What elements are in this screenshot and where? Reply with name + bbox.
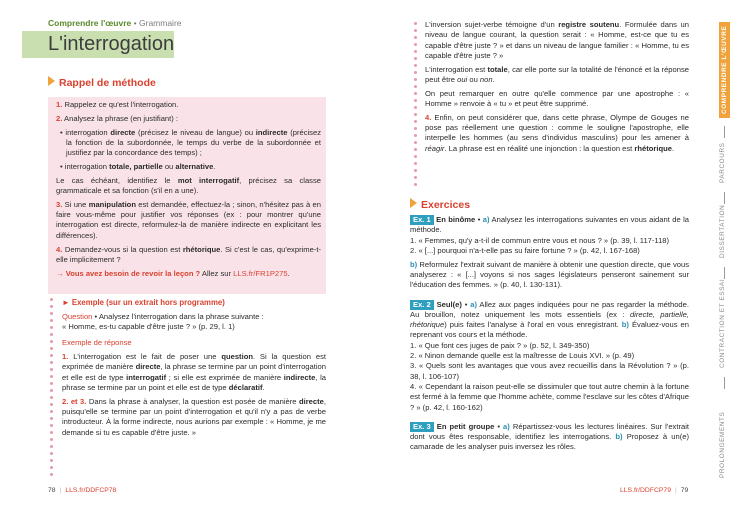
ex3-intro: Ex. 3 En petit groupe • a) Répartissez-vous les lectures linéaires. Sur l'extrait dont vous êtes responsable, identifiez les interrogations. b) Proposez à un(e) camarade de les analyser puis inversez les rôles. (410, 421, 690, 452)
right-p3: On peut remarquer en outre qu'elle commence par une apostrophe : « Homme » renvoie à « tu » et peut être supprimé. (425, 88, 689, 109)
rappel-bullet-1: • interrogation directe (précisez le niveau de langue) ou indirecte (précisez la fonction de la subordonnée, le temps du verbe de la subordonnée et justifiez par la concordance des temps) ; (60, 127, 322, 158)
ex1-item-1: 1. « Femmes, qu'y a-t-il de commun entre vous et nous ? » (p. 39, l. 117-118) (410, 235, 670, 245)
sidebar-item-contraction[interactable]: CONTRACTION ET ESSAI (719, 278, 726, 368)
chapter-sidebar (715, 0, 737, 510)
ex1-item-2: 2. « [...] pourquoi n'a-t-elle pas su faire fortune ? » (p. 42, l. 167-168) (410, 245, 640, 255)
rappel-p3: Le cas échéant, identifiez le mot interrogatif, précisez sa classe grammaticale et sa fonction (s'il en a une). (56, 175, 321, 196)
rappel-p1: 1. Rappelez ce qu'est l'interrogation. (56, 100, 179, 109)
example-answer-2: 2. et 3. Dans la phrase à analyser, la question est posée de manière directe, puisqu'elle se termine par un point d'interrogation et qu'il n'y a pas de verbe introducteur. À la forme indirecte, nous aurions par exemple : « Homme, je me demande si tu es capable d'être juste. » (62, 396, 326, 437)
footer-link-left[interactable]: LLS.fr/DDFCP78 (65, 487, 117, 494)
page-number-left: 78 (48, 487, 56, 494)
footer-link-right[interactable]: LLS.fr/DDFCP79 (620, 487, 671, 494)
kicker-sep: • (133, 18, 137, 28)
ex1-b: b) Reformulez l'extrait suivant de manière à obtenir une question directe, que vous analyserez : « [...] voyons si nos sages législateurs penseront sainement sur l'éducation des femmes. » (p. 40, l. 130-131). (410, 259, 689, 290)
lesson-link[interactable]: LLS.fr/FR1P275 (233, 268, 288, 278)
ex2-intro: Ex. 2 Seul(e) • a) Allez aux pages indiquées pour ne pas regarder la méthode. Au brouillon, notez uniquement les mots essentiels (ex : directe, partielle, rhétorique) puis faites l'analyse à l'oral en vous enregistrant. b) Évaluez-vous en reprenant vos cours et la méthode. (410, 299, 690, 340)
ex2-item-3: 3. « Quels sont les avantages que vous avez recueillis dans la Révolution ? » (p. 38, l. 106-107) (410, 361, 689, 381)
example-heading: ► Exemple (sur un extrait hors programme) (62, 298, 225, 307)
kicker-sub: Grammaire (139, 18, 182, 28)
footer-right: LLS.fr/DDFCP79 | 79 (620, 487, 689, 494)
sidebar-divider (724, 267, 725, 279)
rappel-p2: 2. Analysez la phrase (en justifiant) : (56, 113, 178, 123)
kicker (48, 18, 182, 28)
ex3-badge: Ex. 3 (410, 422, 434, 432)
example-answer-1: 1. L'interrogation est le fait de poser une question. Si la question est exprimée de manière directe, la phrase se termine par un point d'interrogation et elle est de type interrogatif ; si elle est exprimée de manière indirecte, la phrase se termine par un point et elle est de type déclaratif. (62, 352, 326, 393)
right-p4: 4. Enfin, on peut considérer que, dans cette phrase, Olympe de Gouges ne pose pas réellement une question : comme le souligne l'apostrophe, elle interpelle les hommes (au sens d'individus masculins) pour les amener à réagir. La phrase est en réalité une injonction : la question est rhétorique. (425, 112, 689, 153)
sidebar-divider (724, 126, 725, 138)
example-dots (50, 298, 53, 480)
ex2-item-2: 2. « Ninon demande quelle est la maîtresse de Louis XVI. » (p. 49) (410, 351, 635, 361)
example-content (62, 298, 326, 442)
right-dots (414, 22, 417, 190)
sidebar-divider (724, 192, 725, 204)
example-answer-heading: Exemple de réponse (62, 338, 132, 348)
sidebar-item-comprendre[interactable]: COMPRENDRE L'ŒUVRE (719, 22, 730, 118)
rappel-p5: 4. Demandez-vous si la question est rhétorique. Si c'est le cas, qu'exprime-t-elle implicitement ? (56, 244, 321, 264)
rappel-bullet-2: • interrogation totale, partielle ou alternative. (60, 161, 216, 171)
triangle-icon (410, 198, 417, 208)
page-number-right: 79 (680, 487, 689, 494)
footer-left: 78 | LLS.fr/DDFCP78 (48, 487, 117, 494)
sidebar-item-prolongements[interactable]: PROLONGEMENTS (719, 411, 726, 478)
rappel-heading-text: Rappel de méthode (59, 77, 156, 89)
page-title: L'interrogation (48, 33, 175, 55)
triangle-icon (48, 76, 55, 86)
rappel-content (56, 100, 321, 282)
ex2-item-4: 4. « Cependant la raison peut-elle se dissimuler que tout autre chemin à la fortune est fermé à la femme que l'homme achète, comme l'esclave sur les côtes d'Afrique ? » (p. 42, l. 160-162) (410, 381, 689, 412)
exercises-heading (410, 198, 470, 211)
kicker-main: Comprendre l'œuvre (48, 18, 132, 28)
example-question: Question • Analysez l'interrogation dans la phrase suivante : (62, 311, 264, 321)
sidebar-item-parcours[interactable]: PARCOURS (719, 142, 726, 183)
sidebar-divider (724, 377, 725, 389)
right-p1: L'inversion sujet-verbe témoigne d'un registre soutenu. Formulée dans un niveau de langue courant, la question serait : « Homme, est-ce que tu es capable d'être juste ? » et dans un niveau de langue familier : « Homme, tu es capable d'être juste ? » (425, 20, 689, 60)
rappel-p4: 3. Si une manipulation est demandée, effectuez-la ; sinon, n'hésitez pas à en faire vous-même pour justifier vos réponses (ex : pour montrer qu'une interrogation est directe, reformulez-la de manière indirecte en explicitant les différences). (56, 199, 321, 240)
exercises-content (410, 215, 689, 456)
sidebar-item-dissertation[interactable]: DISSERTATION (719, 204, 726, 258)
right-p2: L'interrogation est totale, car elle porte sur la totalité de l'énoncé et la réponse peut être oui ou non. (425, 64, 689, 84)
exercises-heading-text: Exercices (421, 199, 471, 211)
right-content (425, 20, 689, 158)
ex1-badge: Ex. 1 (410, 215, 434, 225)
ex1-intro: Ex. 1 En binôme • a) Analysez les interrogations suivantes en vous aidant de la méthode. (410, 215, 689, 235)
ex2-badge: Ex. 2 (410, 300, 434, 310)
rappel-heading (48, 76, 156, 89)
example-quote: « Homme, es-tu capable d'être juste ? » (p. 29, l. 1) (62, 322, 235, 332)
rappel-p6: → Vous avez besoin de revoir la leçon ? Allez sur LLS.fr/FR1P275. (56, 268, 290, 278)
ex2-item-1: 1. « Que font ces juges de paix ? » (p. 52, l. 349-350) (410, 340, 590, 350)
